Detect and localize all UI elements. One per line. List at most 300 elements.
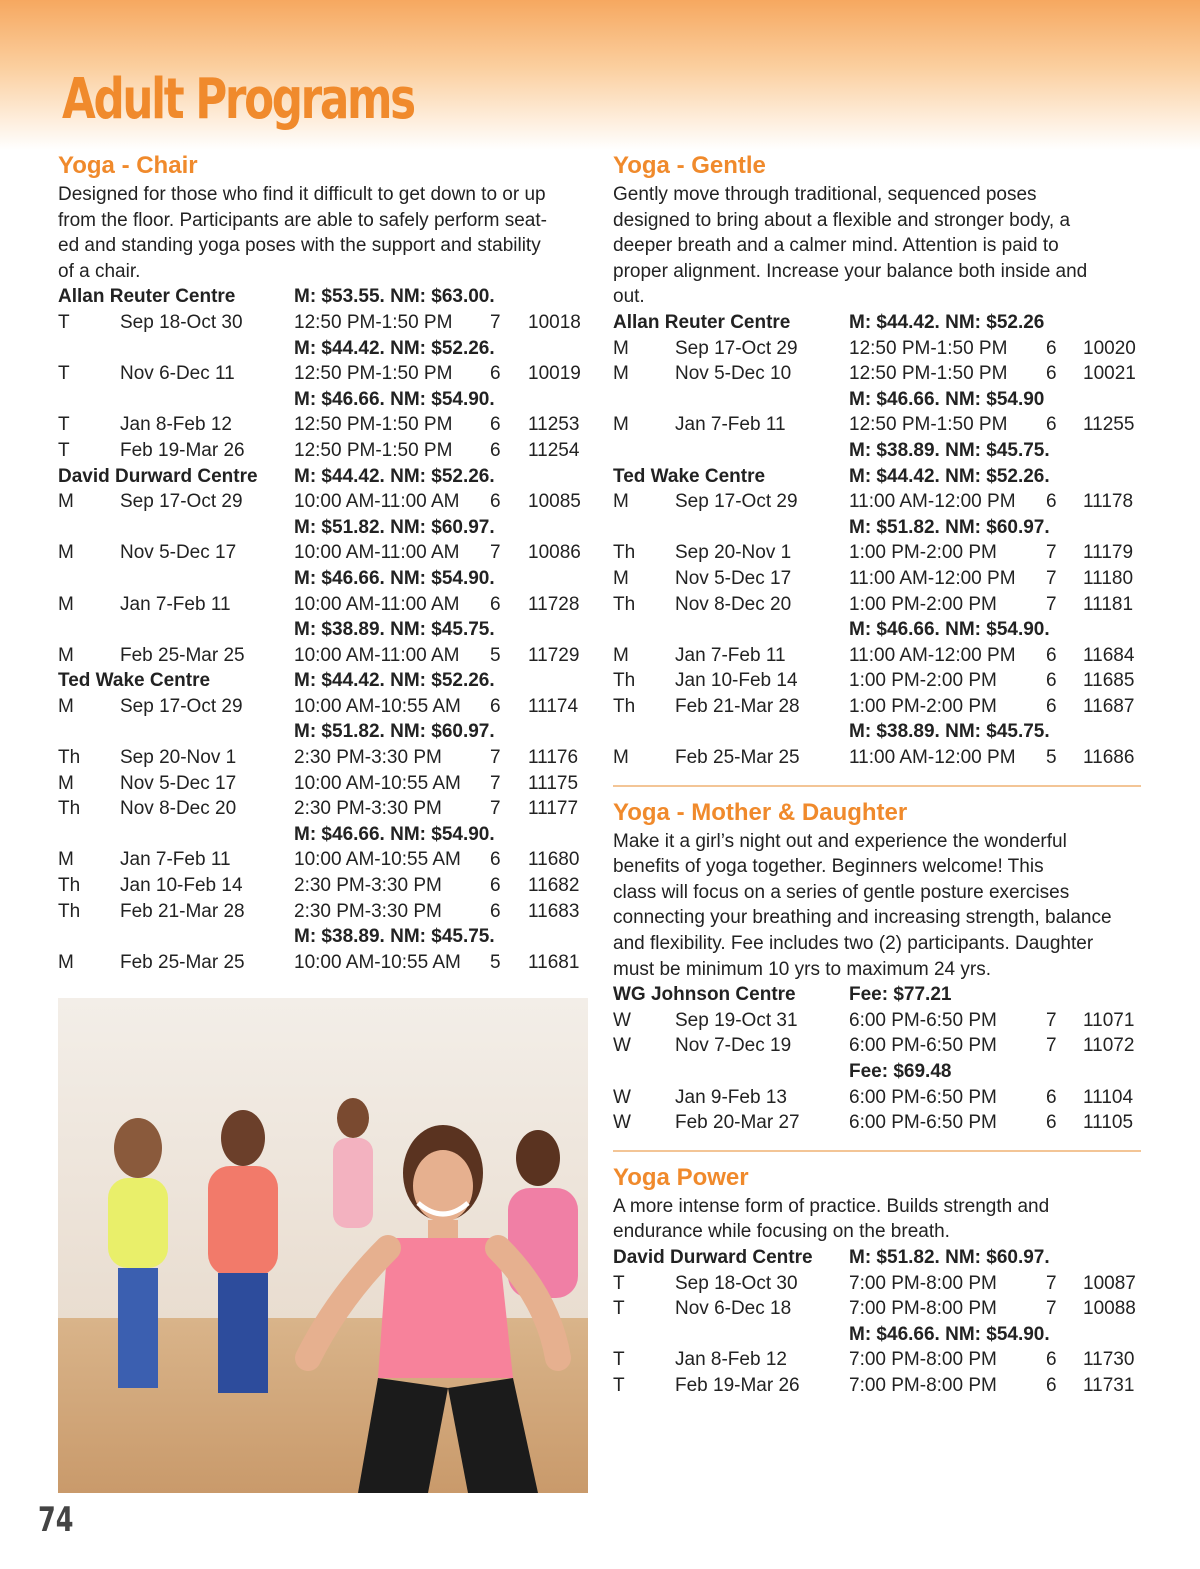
location-name: Allan Reuter Centre [613,311,791,333]
session-day: M [613,644,629,666]
session-row [613,1085,1143,1111]
session-dates: Nov 5-Dec 17 [120,542,237,564]
session-row [58,771,588,797]
session-row [58,438,588,464]
session-weeks: 7 [1046,1009,1057,1031]
session-weeks: 6 [1046,1374,1057,1396]
fee-text: M: $44.42. NM: $52.26. [294,337,495,359]
location-name: Ted Wake Centre [613,465,766,487]
session-weeks: 6 [490,875,501,897]
session-weeks: 7 [490,311,501,333]
session-code: 11731 [1083,1374,1135,1396]
session-code: 10085 [528,491,581,513]
session-row [613,668,1143,694]
left-column [58,150,588,975]
schedule-table [613,1245,1143,1399]
session-weeks: 6 [490,439,501,461]
session-weeks: 5 [1046,747,1057,769]
session-dates: Sep 17-Oct 29 [120,491,243,513]
session-dates: Feb 25-Mar 25 [120,951,245,973]
session-weeks: 5 [490,951,501,973]
session-row [613,361,1143,387]
session-time: 10:00 AM-11:00 AM [294,491,460,513]
description-line: Designed for those who find it difficult to get down to or up [58,184,546,205]
description-line: and flexibility. Fee includes two (2) participants. Daughter [613,933,1094,955]
session-day: M [58,593,74,615]
session-dates: Feb 25-Mar 25 [675,747,800,769]
session-time: 2:30 PM-3:30 PM [294,875,442,897]
fee-text: M: $53.55. NM: $63.00. [294,286,495,308]
session-dates: Nov 7-Dec 19 [675,1035,792,1057]
fee-text: M: $51.82. NM: $60.97. [294,516,495,538]
session-time: 11:00 AM-12:00 PM [849,491,1016,513]
session-day: Th [58,747,81,769]
section-title: Yoga Power [613,1163,749,1191]
session-row [58,592,588,618]
session-time: 1:00 PM-2:00 PM [849,695,997,717]
fee-text: M: $46.66. NM: $54.90. [294,567,495,589]
session-weeks: 6 [1046,1349,1057,1371]
session-code: 10087 [1083,1272,1136,1294]
session-day: T [613,1349,625,1371]
session-dates: Sep 17-Oct 29 [675,491,798,513]
right-column [613,150,1143,1399]
session-weeks: 6 [490,414,501,436]
session-day: Th [58,798,81,820]
section-yoga-mother-daughter [613,797,1143,1136]
session-row [613,1296,1143,1322]
session-time: 12:50 PM-1:50 PM [294,311,453,333]
schedule-table [613,310,1143,771]
session-time: 1:00 PM-2:00 PM [849,670,997,692]
session-time: 10:00 AM-11:00 AM [294,542,460,564]
session-day: M [58,695,74,717]
session-weeks: 7 [1046,593,1057,615]
session-row [613,694,1143,720]
session-day: T [58,363,70,385]
session-day: M [613,337,629,359]
session-weeks: 6 [1046,644,1057,666]
session-weeks: 7 [1046,1035,1057,1057]
session-time: 10:00 AM-10:55 AM [294,772,461,794]
session-row [613,566,1143,592]
session-code: 11253 [528,414,580,436]
session-row [613,412,1143,438]
session-time: 11:00 AM-12:00 PM [849,567,1016,589]
session-weeks: 6 [490,849,501,871]
description-line: Make it a girl’s night out and experience the wonderful [613,830,1067,852]
location-name: Ted Wake Centre [58,670,211,692]
description-line: of a chair. [58,260,141,282]
session-time: 10:00 AM-10:55 AM [294,849,461,871]
session-code: 11681 [528,951,580,973]
session-code: 11686 [1083,747,1135,769]
session-day: W [613,1009,631,1031]
location-row [613,982,1143,1008]
session-day: M [613,567,629,589]
location-name: Allan Reuter Centre [58,286,236,308]
session-day: Th [613,670,636,692]
session-row [613,540,1143,566]
session-code: 11254 [528,439,580,461]
session-dates: Feb 20-Mar 27 [675,1112,800,1134]
section-yoga-power [613,1162,1143,1399]
session-dates: Nov 5-Dec 17 [675,567,792,589]
session-dates: Sep 17-Oct 29 [120,695,243,717]
session-day: M [58,542,74,564]
session-row [613,336,1143,362]
session-day: W [613,1086,631,1108]
session-weeks: 6 [1046,414,1057,436]
fee-row [613,1059,1143,1085]
session-row [613,1271,1143,1297]
session-day: T [613,1374,625,1396]
fee-text: M: $46.66. NM: $54.90. [294,388,495,410]
fee-text: M: $46.66. NM: $54.90. [849,1323,1050,1345]
session-dates: Sep 20-Nov 1 [120,747,237,769]
section-yoga-chair [58,150,588,975]
fee-row [58,566,588,592]
fee-row [613,617,1143,643]
location-row [58,464,588,490]
location-row [613,464,1143,490]
fee-row [58,924,588,950]
fee-row [58,822,588,848]
fee-text: Fee: $69.48 [849,1061,952,1082]
fee-row [613,719,1143,745]
session-row [58,899,588,925]
section-title: Yoga - Chair [58,152,198,179]
session-code: 11072 [1083,1035,1135,1057]
session-code: 10021 [1083,363,1136,385]
session-day: W [613,1035,631,1057]
session-day: Th [613,593,636,615]
session-day: Th [613,542,636,564]
session-time: 7:00 PM-8:00 PM [849,1272,997,1294]
session-code: 11175 [528,772,579,794]
session-dates: Jan 8-Feb 12 [120,414,232,436]
session-weeks: 6 [1046,1086,1057,1108]
session-code: 11680 [528,849,580,871]
session-day: M [613,363,629,385]
fee-text: M: $51.82. NM: $60.97. [294,721,495,743]
session-dates: Jan 7-Feb 11 [675,414,786,436]
session-time: 12:50 PM-1:50 PM [849,414,1008,436]
session-weeks: 6 [490,695,501,717]
fee-row [613,515,1143,541]
session-code: 10020 [1083,337,1136,359]
session-time: 6:00 PM-6:50 PM [849,1112,997,1134]
session-day: M [613,491,629,513]
session-time: 10:00 AM-11:00 AM [294,644,460,666]
session-dates: Nov 6-Dec 11 [120,363,235,385]
session-weeks: 5 [490,644,501,666]
fee-text: M: $38.89. NM: $45.75. [294,926,495,948]
session-weeks: 7 [1046,1272,1057,1294]
location-row [58,284,588,310]
fee-row [58,515,588,541]
fitness-class-photo [58,998,588,1493]
session-row [613,1373,1143,1399]
fee-text: M: $51.82. NM: $60.97. [849,516,1050,538]
session-dates: Sep 17-Oct 29 [675,337,798,359]
session-dates: Nov 8-Dec 20 [675,593,792,615]
session-day: M [58,951,74,973]
description-line: from the floor. Participants are able to safely perform seat- [58,209,547,231]
session-dates: Feb 21-Mar 28 [675,695,800,717]
session-day: M [613,747,629,769]
session-weeks: 6 [490,363,501,385]
session-code: 11255 [1083,414,1135,436]
fee-text: M: $44.42. NM: $52.26. [294,465,495,487]
session-time: 7:00 PM-8:00 PM [849,1349,997,1371]
session-row [58,489,588,515]
session-code: 11177 [528,798,579,820]
fee-row [613,1322,1143,1348]
session-time: 12:50 PM-1:50 PM [294,363,453,385]
fee-text: M: $46.66. NM: $54.90. [294,823,495,845]
session-code: 11682 [528,875,580,897]
session-time: 7:00 PM-8:00 PM [849,1298,997,1320]
session-row [613,643,1143,669]
session-weeks: 7 [1046,542,1057,564]
page-title: Adult Programs [62,67,414,132]
fee-row [58,719,588,745]
fee-text: M: $46.66. NM: $54.90 [849,388,1045,410]
session-time: 12:50 PM-1:50 PM [849,363,1008,385]
session-day: T [58,439,70,461]
session-code: 11684 [1083,644,1135,666]
session-dates: Nov 8-Dec 20 [120,798,237,820]
session-code: 11104 [1083,1086,1134,1108]
session-dates: Jan 9-Feb 13 [675,1086,787,1108]
session-row [58,796,588,822]
session-dates: Jan 7-Feb 11 [675,644,786,666]
fee-text: M: $38.89. NM: $45.75. [849,721,1050,743]
description-line: out. [613,286,645,308]
session-day: M [613,414,629,436]
session-time: 6:00 PM-6:50 PM [849,1009,997,1031]
session-weeks: 6 [1046,491,1057,513]
session-weeks: 6 [1046,695,1057,717]
session-weeks: 7 [1046,567,1057,589]
session-code: 11178 [1083,491,1134,513]
session-weeks: 7 [490,747,501,769]
session-day: M [58,491,74,513]
session-row [613,592,1143,618]
schedule-table [613,982,1143,1136]
session-row [613,489,1143,515]
session-day: T [613,1298,625,1320]
session-row [613,1110,1143,1136]
session-time: 10:00 AM-10:55 AM [294,951,461,973]
session-day: Th [58,900,81,922]
session-weeks: 6 [490,900,501,922]
location-row [58,668,588,694]
session-code: 11180 [1083,567,1134,589]
session-dates: Feb 19-Mar 26 [120,439,245,461]
session-row [613,1008,1143,1034]
schedule-table [58,284,588,975]
fee-row [613,387,1143,413]
fee-row [58,617,588,643]
session-row [58,412,588,438]
fee-text: Fee: $77.21 [849,984,952,1006]
session-code: 11071 [1083,1009,1135,1031]
session-row [58,950,588,976]
fee-text: M: $51.82. NM: $60.97. [849,1246,1050,1268]
session-code: 10019 [528,363,581,385]
fee-text: M: $38.89. NM: $45.75. [849,439,1050,461]
session-time: 10:00 AM-10:55 AM [294,695,461,717]
description-line: class will focus on a series of gentle posture exercises [613,881,1070,903]
session-weeks: 6 [490,593,501,615]
location-row [613,310,1143,336]
fee-row [613,438,1143,464]
location-name: WG Johnson Centre [613,984,796,1006]
session-weeks: 6 [490,491,501,513]
session-row [58,361,588,387]
session-time: 10:00 AM-11:00 AM [294,593,460,615]
session-code: 11105 [1083,1112,1134,1134]
session-time: 11:00 AM-12:00 PM [849,644,1016,666]
description-line: Gently move through traditional, sequenced poses [613,184,1037,205]
session-row [58,873,588,899]
session-dates: Sep 19-Oct 31 [675,1009,798,1031]
session-code: 11181 [1083,593,1134,615]
section-description [613,182,1143,310]
session-row [613,1033,1143,1059]
session-time: 6:00 PM-6:50 PM [849,1035,997,1057]
session-code: 11179 [1083,542,1134,564]
session-time: 12:50 PM-1:50 PM [294,414,453,436]
session-time: 7:00 PM-8:00 PM [849,1374,997,1396]
session-weeks: 6 [1046,670,1057,692]
session-row [613,745,1143,771]
session-row [58,310,588,336]
session-day: M [58,644,74,666]
session-code: 11728 [528,593,580,615]
fee-text: M: $44.42. NM: $52.26 [849,311,1045,333]
session-time: 2:30 PM-3:30 PM [294,798,442,820]
section-divider [613,1150,1141,1152]
fee-text: M: $38.89. NM: $45.75. [294,619,495,641]
location-name: David Durward Centre [613,1246,813,1268]
session-dates: Jan 8-Feb 12 [675,1349,787,1371]
session-row [58,643,588,669]
session-weeks: 7 [1046,1298,1057,1320]
session-code: 10086 [528,542,581,564]
session-day: T [613,1272,625,1294]
description-line: proper alignment. Increase your balance both inside and [613,260,1088,282]
section-description [58,182,588,284]
session-weeks: 6 [1046,363,1057,385]
location-row [613,1245,1143,1271]
session-code: 11683 [528,900,580,922]
fee-row [58,336,588,362]
session-code: 11176 [528,747,579,769]
description-line: A more intense form of practice. Builds strength and [613,1195,1050,1217]
section-title: Yoga - Gentle [613,152,766,179]
session-time: 12:50 PM-1:50 PM [849,337,1008,359]
session-dates: Jan 10-Feb 14 [120,875,243,897]
description-line: designed to bring about a flexible and stronger body, a [613,209,1071,231]
session-day: M [58,849,74,871]
session-row [58,694,588,720]
session-code: 11687 [1083,695,1135,717]
session-code: 10088 [1083,1298,1136,1320]
session-day: T [58,414,70,436]
session-row [613,1347,1143,1373]
location-name: David Durward Centre [58,465,258,487]
session-dates: Feb 19-Mar 26 [675,1374,800,1396]
session-row [58,540,588,566]
section-description [613,829,1143,983]
session-day: W [613,1112,631,1134]
description-line: must be minimum 10 yrs to maximum 24 yrs. [613,958,991,980]
session-code: 11729 [528,644,580,666]
page-number: 74 [38,1500,74,1540]
session-dates: Jan 7-Feb 11 [120,593,231,615]
session-code: 11174 [528,695,579,717]
session-weeks: 6 [1046,1112,1057,1134]
session-day: Th [58,875,81,897]
description-line: ed and standing yoga poses with the support and stability [58,235,541,257]
session-dates: Jan 7-Feb 11 [120,849,231,871]
session-weeks: 6 [1046,337,1057,359]
session-dates: Feb 21-Mar 28 [120,900,245,922]
session-dates: Sep 18-Oct 30 [675,1272,798,1294]
session-dates: Nov 6-Dec 18 [675,1298,792,1320]
fee-row [58,387,588,413]
session-dates: Nov 5-Dec 10 [675,363,792,385]
description-line: endurance while focusing on the breath. [613,1221,950,1243]
session-row [58,847,588,873]
session-code: 11685 [1083,670,1135,692]
session-day: Th [613,695,636,717]
session-time: 1:00 PM-2:00 PM [849,542,997,564]
session-dates: Feb 25-Mar 25 [120,644,245,666]
section-description [613,1194,1143,1245]
description-line: deeper breath and a calmer mind. Attention is paid to [613,235,1059,257]
session-code: 10018 [528,311,581,333]
description-line: benefits of yoga together. Beginners welcome! This [613,856,1044,878]
session-dates: Nov 5-Dec 17 [120,772,237,794]
session-weeks: 7 [490,542,501,564]
fee-text: M: $44.42. NM: $52.26. [294,670,495,692]
session-time: 11:00 AM-12:00 PM [849,747,1016,769]
session-row [58,745,588,771]
session-dates: Jan 10-Feb 14 [675,670,798,692]
section-title: Yoga - Mother & Daughter [613,798,908,826]
description-line: connecting your breathing and increasing strength, balance [613,907,1112,929]
section-yoga-gentle [613,150,1143,771]
session-time: 12:50 PM-1:50 PM [294,439,453,461]
session-weeks: 7 [490,772,501,794]
session-time: 2:30 PM-3:30 PM [294,900,442,922]
fee-text: M: $44.42. NM: $52.26. [849,465,1050,487]
session-code: 11730 [1083,1349,1135,1371]
session-time: 2:30 PM-3:30 PM [294,747,442,769]
session-time: 1:00 PM-2:00 PM [849,593,997,615]
section-divider [613,785,1141,787]
session-day: T [58,311,70,333]
session-time: 6:00 PM-6:50 PM [849,1086,997,1108]
session-dates: Sep 20-Nov 1 [675,542,792,564]
session-dates: Sep 18-Oct 30 [120,311,243,333]
photo-illustration [58,998,588,1493]
session-day: M [58,772,74,794]
